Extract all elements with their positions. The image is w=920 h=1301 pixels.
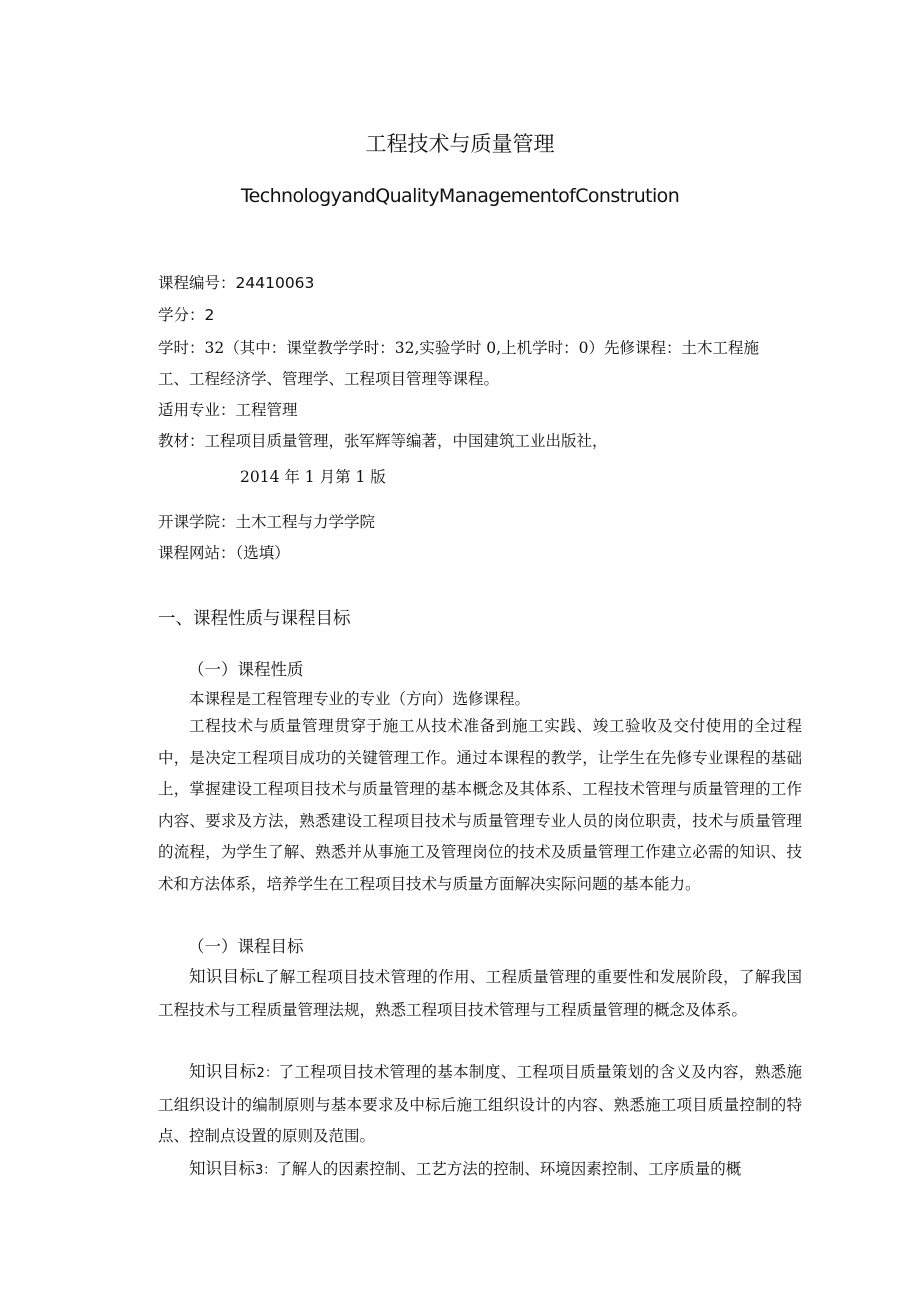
- course-college: 开课学院：土木工程与力学学院: [158, 513, 376, 531]
- goal-2-label: 知识目标: [189, 1062, 257, 1081]
- subsection-heading-goals: （一）课程目标: [188, 937, 304, 956]
- credit-label: 学分：: [158, 306, 205, 324]
- knowledge-goal-3: [158, 1153, 802, 1187]
- goal-2-number: 2：: [256, 1066, 279, 1081]
- document-title-cn: 工程技术与质量管理: [365, 132, 555, 156]
- goal-3-label: 知识目标: [189, 1159, 255, 1178]
- course-textbook-line-1: 教材：工程项目质量管理，张军辉等编著，中国建筑工业出版社，: [158, 432, 608, 450]
- nature-paragraph-1: 本课程是工程管理专业的专业（方向）选修课程。: [189, 690, 531, 708]
- goal-3-text: 了解人的因素控制、工艺方法的控制、环境因素控制、工序质量的概: [276, 1160, 742, 1178]
- course-code: [158, 272, 314, 294]
- goal-2-text: 了工程项目技术管理的基本制度、工程项目质量策划的含义及内容，熟悉施工组织设计的编制原则与基本要求及中标后施工组织设计的内容、熟悉施工项目质量控制的特点、控制点设置的原则及范围。: [158, 1063, 802, 1146]
- course-credit: [158, 304, 214, 326]
- goal-1-text: 了解工程项目技术管理的作用、工程质量管理的重要性和发展阶段，了解我国工程技术与工程质量管理法规，熟悉工程项目技术管理与工程质量管理的概念及体系。: [158, 968, 802, 1019]
- nature-paragraph-2: 工程技术与质量管理贯穿于施工从技术准备到施工实践、竣工验收及交付使用的全过程中，是决定工程项目成功的关键管理工作。通过本课程的教学，让学生在先修专业课程的基础上，掌握建设工程项目技术与质量管理的基本概念及其体系、工程技术管理与质量管理的工作内容、要求及方法，熟悉建设工程项目技术与质量管理专业人员的岗位职责，技术与质量管理的流程，为学生了解、熟悉并从事施工及管理岗位的技术及质量管理工作建立必需的知识、技术和方法体系，培养学生在工程项目技术与质量方面解决实际问题的基本能力。: [158, 717, 802, 893]
- section-heading: 一、课程性质与课程目标: [158, 609, 351, 629]
- course-textbook-line-2: 2014 年 1 月第 1 版: [240, 468, 386, 486]
- document-title-en: TechnologyandQualityManagementofConstrution: [240, 185, 680, 207]
- course-major: 适用专业：工程管理: [158, 401, 298, 419]
- goal-1-label: 知识目标: [189, 967, 257, 986]
- course-website: 课程网站：（选填）: [158, 544, 290, 562]
- goal-1-number: L: [256, 971, 264, 986]
- goal-3-number: 3：: [255, 1163, 277, 1178]
- course-code-value: 24410063: [235, 274, 315, 292]
- knowledge-goal-2: [158, 1056, 802, 1153]
- course-hours-line-1: 学时：32（其中：课堂教学学时：32,实验学时 0,上机学时：0）先修课程：土木工程施: [158, 339, 759, 357]
- knowledge-goal-1: [158, 961, 802, 1026]
- credit-value: 2: [204, 306, 215, 324]
- course-hours-line-2: 工、工程经济学、管理学、工程项目管理等课程。: [158, 370, 500, 388]
- course-code-label: 课程编号：: [158, 274, 236, 292]
- subsection-heading-nature: （一）课程性质: [188, 660, 304, 679]
